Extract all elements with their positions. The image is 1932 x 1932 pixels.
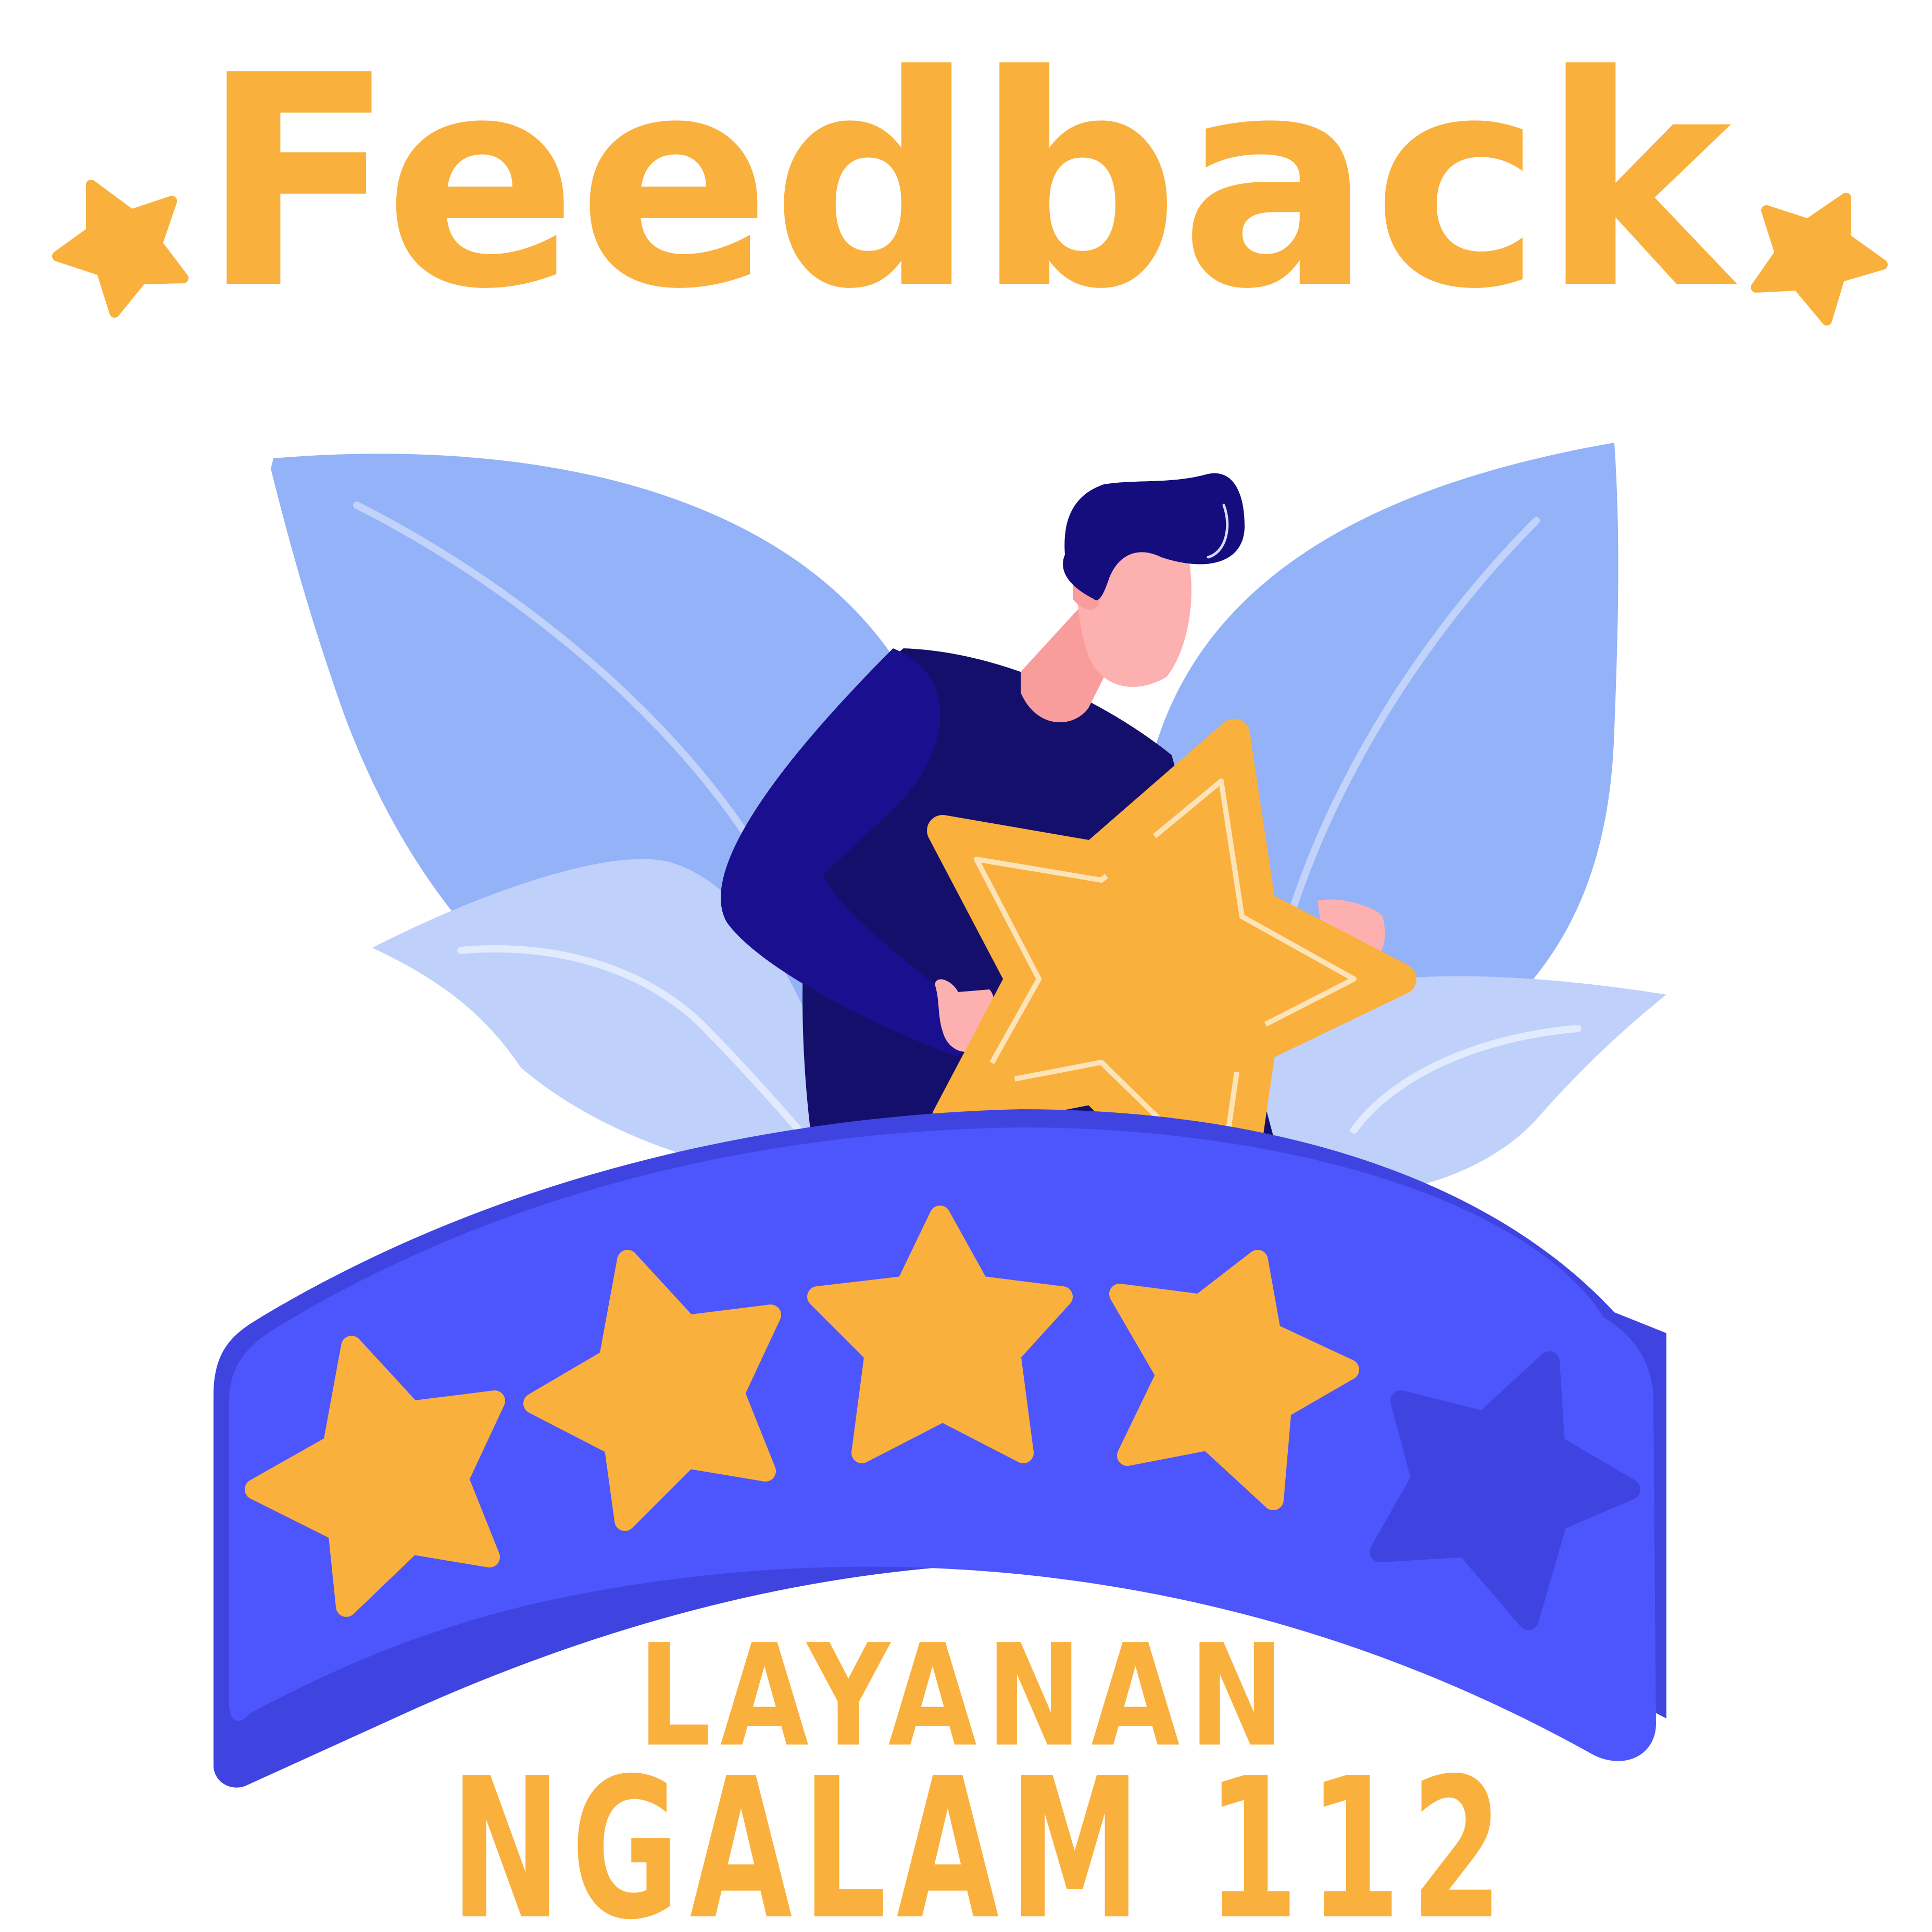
rating-banner [214, 1109, 1666, 1932]
title-group [57, 14, 1883, 353]
banner-line1: LAYANAN [638, 1614, 1294, 1778]
page-title: Feedback [200, 14, 1738, 353]
star-deco-left-icon [57, 185, 183, 312]
banner-line2: NGALAM 112 [450, 1737, 1513, 1932]
star-deco-right-icon [1756, 198, 1883, 320]
